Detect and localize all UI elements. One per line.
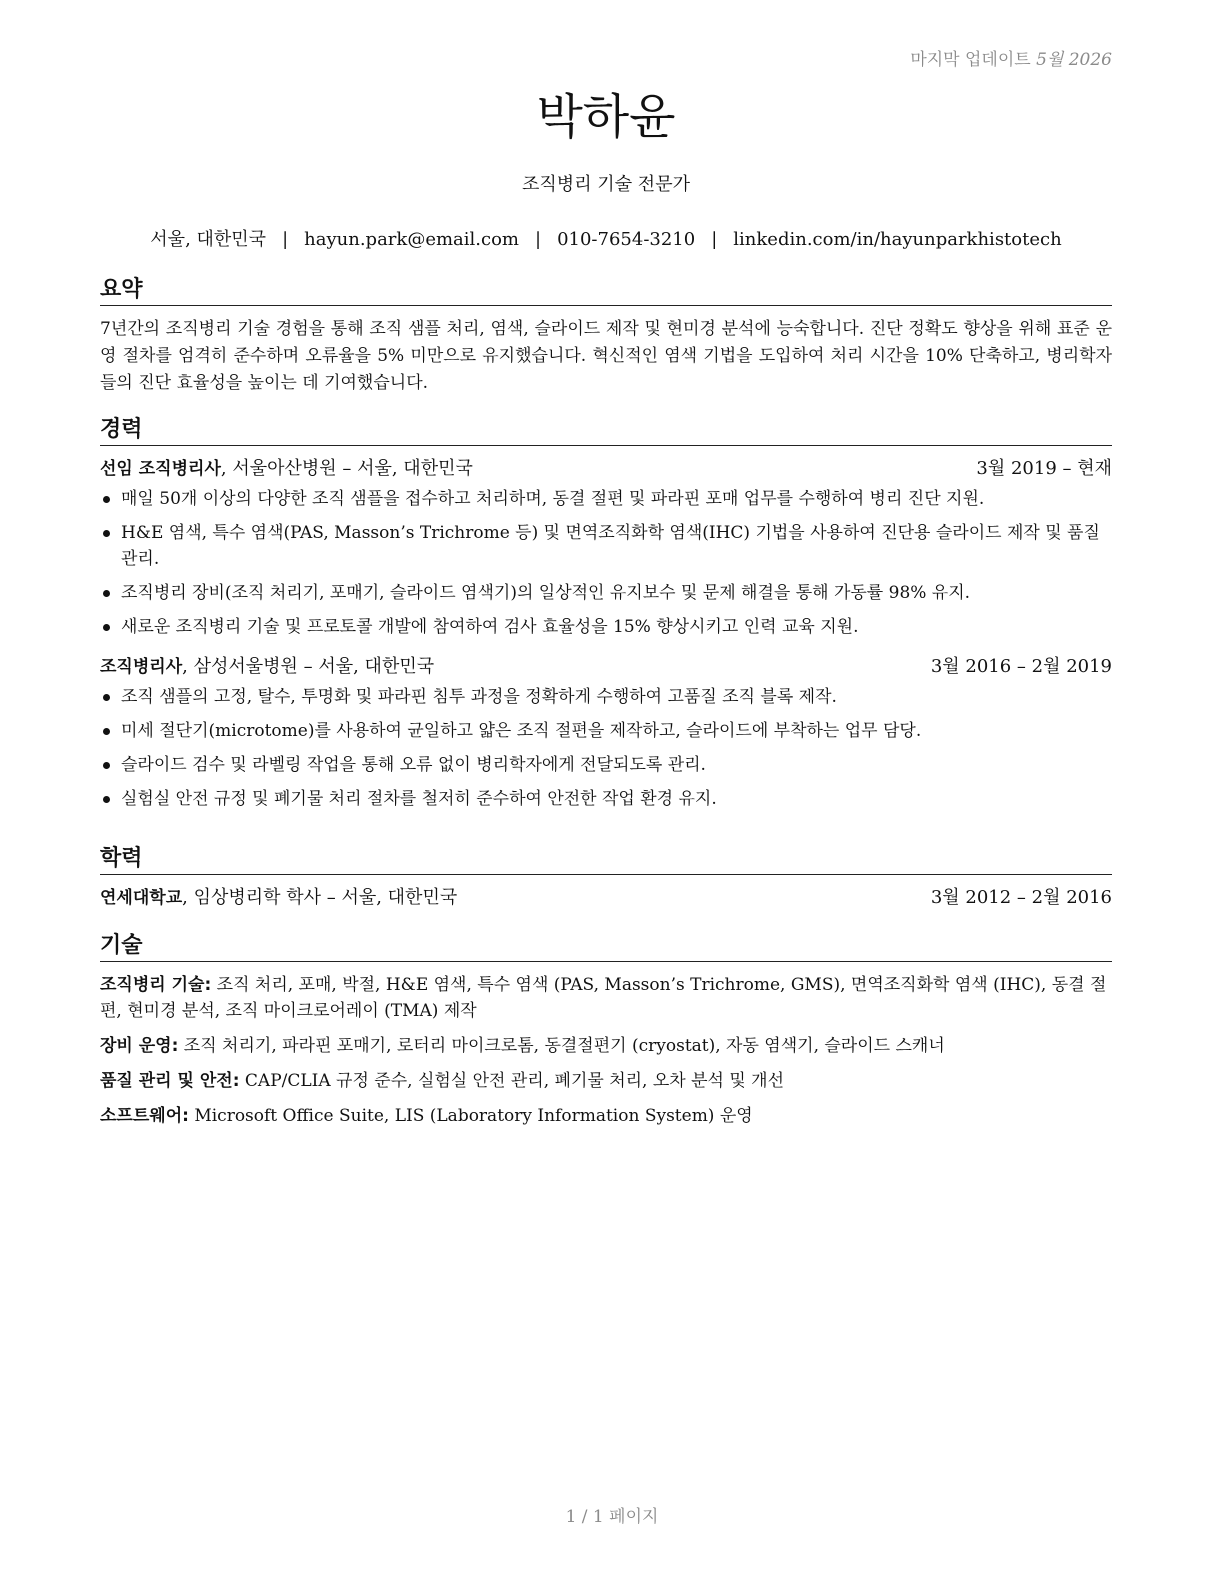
job-org: , 삼성서울병원 – 서울, 대한민국: [182, 656, 435, 677]
bullet-item: 조직병리 장비(조직 처리기, 포매기, 슬라이드 염색기)의 일상적인 유지보수 및 문제 해결을 통해 가동률 98% 유지.: [100, 580, 1112, 606]
section-title-experience: 경력: [100, 416, 1112, 446]
contact-separator: |: [282, 229, 289, 250]
skill-row: [100, 1103, 1112, 1129]
candidate-title: 조직병리 기술 전문가: [522, 174, 690, 195]
skill-label: 조직병리 기술:: [100, 975, 212, 995]
skills-section: [100, 932, 1112, 1138]
job-header: [100, 654, 1112, 680]
section-title-education: 학력: [100, 845, 1112, 875]
page-indicator: 1 / 1 페이지: [565, 1507, 659, 1527]
contact-separator: |: [711, 229, 718, 250]
contact-phone: 010-7654-3210: [557, 229, 696, 250]
bullet-item: 실험실 안전 규정 및 폐기물 처리 절차를 철저히 준수하여 안전한 작업 환경 유지.: [100, 786, 1112, 812]
section-title-skills: 기술: [100, 932, 1112, 962]
bullet-item: 조직 샘플의 고정, 탈수, 투명화 및 파라핀 침투 과정을 정확하게 수행하여 고품질 조직 블록 제작.: [100, 684, 1112, 710]
education-detail: , 임상병리학 학사 – 서울, 대한민국: [182, 887, 458, 908]
section-title-summary: 요약: [100, 276, 1112, 306]
education-section: [100, 845, 1112, 911]
skill-text: CAP/CLIA 규정 준수, 실험실 안전 관리, 폐기물 처리, 오차 분석 및 개선: [239, 1071, 785, 1091]
contact-email[interactable]: hayun.park@email.com: [304, 229, 519, 250]
job-entry: [100, 456, 1112, 640]
contact-line: [100, 225, 1112, 251]
education-entry: [100, 885, 1112, 911]
bullet-item: 새로운 조직병리 기술 및 프로토콜 개발에 참여하여 검사 효율성을 15% 향상시키고 인력 교육 지원.: [100, 614, 1112, 640]
skill-row: [100, 972, 1112, 1024]
skill-text: 조직 처리기, 파라핀 포매기, 로터리 마이크로톰, 동결절편기 (cryostat), 자동 염색기, 슬라이드 스캐너: [178, 1036, 945, 1056]
job-role: 조직병리사: [100, 657, 183, 677]
candidate-name: 박하윤: [536, 89, 676, 145]
experience-section: [100, 416, 1112, 820]
bullet-item: H&E 염색, 특수 염색(PAS, Masson’s Trichrome 등) 및 면역조직화학 염색(IHC) 기법을 사용하여 진단용 슬라이드 제작 및 품질 관리.: [100, 520, 1112, 572]
job-role-org: [100, 654, 434, 680]
resume-page: [100, 0, 1112, 1584]
summary-section: [100, 276, 1112, 397]
skill-label: 품질 관리 및 안전:: [100, 1071, 240, 1091]
job-header: [100, 456, 1112, 482]
last-updated-date: 5월 2026: [1036, 50, 1112, 70]
job-entry: [100, 654, 1112, 812]
bullet-item: 매일 50개 이상의 다양한 조직 샘플을 접수하고 처리하며, 동결 절편 및 파라핀 포매 업무를 수행하여 병리 진단 지원.: [100, 486, 1112, 512]
contact-separator: |: [535, 229, 542, 250]
bullet-item: 슬라이드 검수 및 라벨링 작업을 통해 오류 없이 병리학자에게 전달되도록 관리.: [100, 752, 1112, 778]
skill-label: 장비 운영:: [100, 1036, 179, 1056]
education-school: 연세대학교: [100, 888, 183, 908]
contact-location: 서울, 대한민국: [150, 229, 267, 250]
skill-text: Microsoft Office Suite, LIS (Laboratory Information System) 운영: [188, 1106, 753, 1126]
summary-text: 7년간의 조직병리 기술 경험을 통해 조직 샘플 처리, 염색, 슬라이드 제작 및 현미경 분석에 능숙합니다. 진단 정확도 향상을 위해 표준 운영 절차를 엄격히 준수하며 오류율을 5% 미만으로 유지했습니다. 혁신적인 염색 기법을 도입하여 처리 시간을 10% 단축하고, 병리학자들의 진단 효율성을 높이는 데 기여했습니다.: [100, 319, 1112, 393]
skill-text: 조직 처리, 포매, 박절, H&E 염색, 특수 염색 (PAS, Masson’s Trichrome, GMS), 면역조직화학 염색 (IHC), 동결 절편, 현미경 분석, 조직 마이크로어레이 (TMA) 제작: [100, 975, 1107, 1021]
skill-row: [100, 1033, 1112, 1059]
bullet-item: 미세 절단기(microtome)를 사용하여 균일하고 얇은 조직 절편을 제작하고, 슬라이드에 부착하는 업무 담당.: [100, 718, 1112, 744]
job-bullets: [100, 684, 1112, 812]
education-dates: 3월 2012 – 2월 2016: [930, 887, 1112, 908]
job-org: , 서울아산병원 – 서울, 대한민국: [220, 458, 473, 479]
job-bullets: [100, 486, 1112, 640]
job-role: 선임 조직병리사: [100, 459, 221, 479]
skill-row: [100, 1068, 1112, 1094]
contact-linkedin[interactable]: linkedin.com/in/hayunparkhistotech: [733, 229, 1062, 250]
education-school-detail: [100, 885, 457, 911]
job-dates: 3월 2019 – 현재: [976, 458, 1112, 479]
last-updated-label: 마지막 업데이트: [910, 50, 1031, 70]
job-dates: 3월 2016 – 2월 2019: [930, 656, 1112, 677]
job-role-org: [100, 456, 473, 482]
skill-label: 소프트웨어:: [100, 1106, 189, 1126]
last-updated: [910, 45, 1112, 70]
